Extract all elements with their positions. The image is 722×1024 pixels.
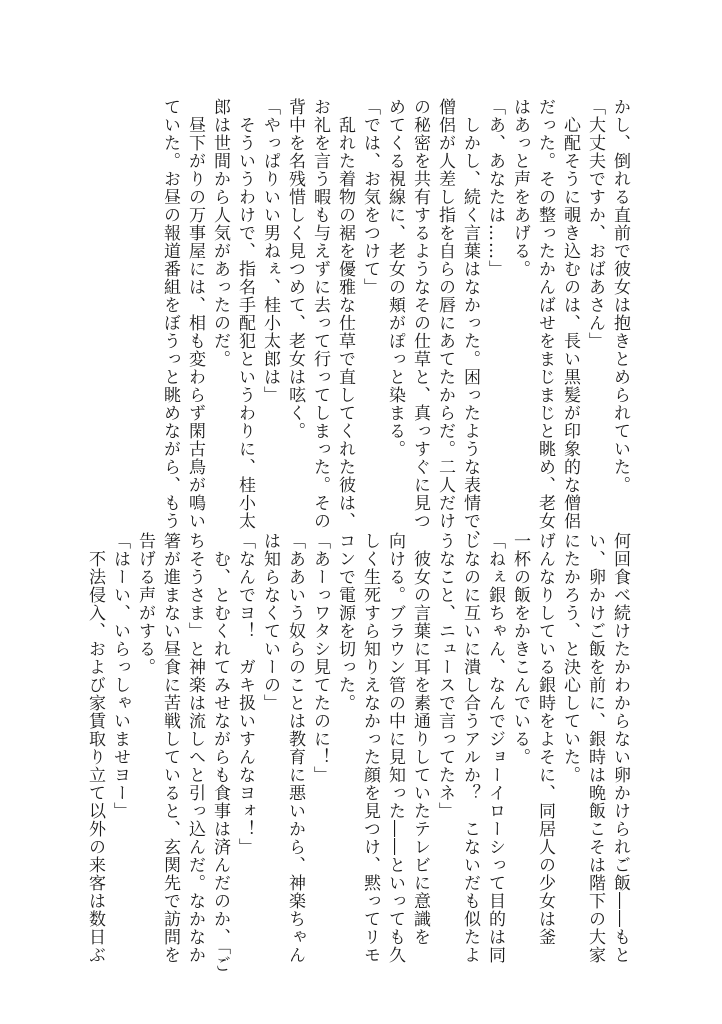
text-line: お礼を言う暇も与えずに去って行ってしまった。その [310,98,330,530]
text-line: 「あ、あなたは……」 [485,98,505,278]
text-line: だった。その整ったかんばせをまじまじと眺め、老女 [535,98,555,530]
text-line: 不法侵入、および家賃取り立て以外の来客は数日ぶ [85,532,105,964]
text-line: 何回食べ続けたかわからない卵かけられご飯――もと [610,532,630,964]
text-line: そういうわけで、指名手配犯というわりに、桂小太 [235,98,255,530]
text-line: 告げる声がする。 [135,532,155,676]
text-line: 箸が進まない昼食に苦戦していると、玄関先で訪問を [160,532,180,964]
text-line: 「では、お気をつけて」 [360,98,380,296]
text-line: 心配そうに覗き込むのは、長い黒髪が印象的な僧侶 [560,98,580,530]
text-line: しかし、続く言葉はなかった。困ったような表情で、 [460,98,480,548]
text-line: ていた。お昼の報道番組をぼうっと眺めながら、もう [160,98,180,530]
text-line: 一杯の飯をかきこんでいる。 [510,532,530,766]
text-line: コンで電源を切った。 [335,532,355,712]
text-line: は知らなくていーの」 [260,532,280,712]
text-line: ちそうさま」と神楽は流しへと引っ込んだ。なかなか [185,532,205,964]
text-line: かし、倒れる直前で彼女は抱きとめられていた。 [610,98,630,494]
text-line: 「やっぱりいい男ねぇ、桂小太郎は」 [260,98,280,404]
text-line: 向ける。ブラウン管の中に見知った――といっても久 [385,532,405,964]
text-line: 乱れた着物の裾を優雅な仕草で直してくれた彼は、 [335,98,355,530]
text-line: 背中を名残惜しく見つめて、老女は呟く。 [285,98,305,440]
text-line: い、卵かけご飯を前に、銀時は晩飯こそは階下の大家 [585,532,605,964]
text-line: めてくる視線に、老女の頬がぽっと染まる。 [385,98,405,458]
text-line: 昼下がりの万事屋には、相も変わらず閑古鳥が鳴い [185,98,205,530]
text-line: 「ああいう奴らのことは教育に悪いから、神楽ちゃん [285,532,305,964]
text-line: にたかろう、と決心していた。 [560,532,580,784]
text-line: 僧侶が人差し指を自らの唇にあてたからだ。二人だけ [435,98,455,530]
text-line: しく生死すら知りえなかった顔を見つけ、黙ってリモ [360,532,380,964]
text-line: げんなりしている銀時をよそに、同居人の少女は釜 [535,532,555,946]
text-line: はあっと声をあげる。 [510,98,530,278]
text-line: うなこと、ニュースで言ってたネ」 [435,532,455,820]
text-line: 「大丈夫ですか、おばあさん」 [585,98,605,350]
text-line: 「ねぇ銀ちゃん、なんでジョーイローシって目的は同 [485,532,505,964]
text-line: 「なんでヨ！ ガキ扱いすんなヨォ！」 [235,532,255,856]
text-block-top [90,98,632,548]
text-line: 郎は世間から人気があったのだ。 [210,98,230,368]
text-line: の秘密を共有するようなその仕草と、真っすぐに見つ [410,98,430,530]
text-line: 「はーい、いらっしゃいませヨー」 [110,532,130,820]
text-line: む、とむくれてみせながらも食事は済んだのか、「ご [210,532,230,974]
text-line: 彼女の言葉に耳を素通りしていたテレビに意識を [410,532,430,946]
text-block-bottom [85,532,632,974]
text-line: 「あーっワタシ見てたのに！」 [310,532,330,784]
text-line: じなのに互いに潰し合うアルか？ こないだも似たよ [460,532,480,964]
